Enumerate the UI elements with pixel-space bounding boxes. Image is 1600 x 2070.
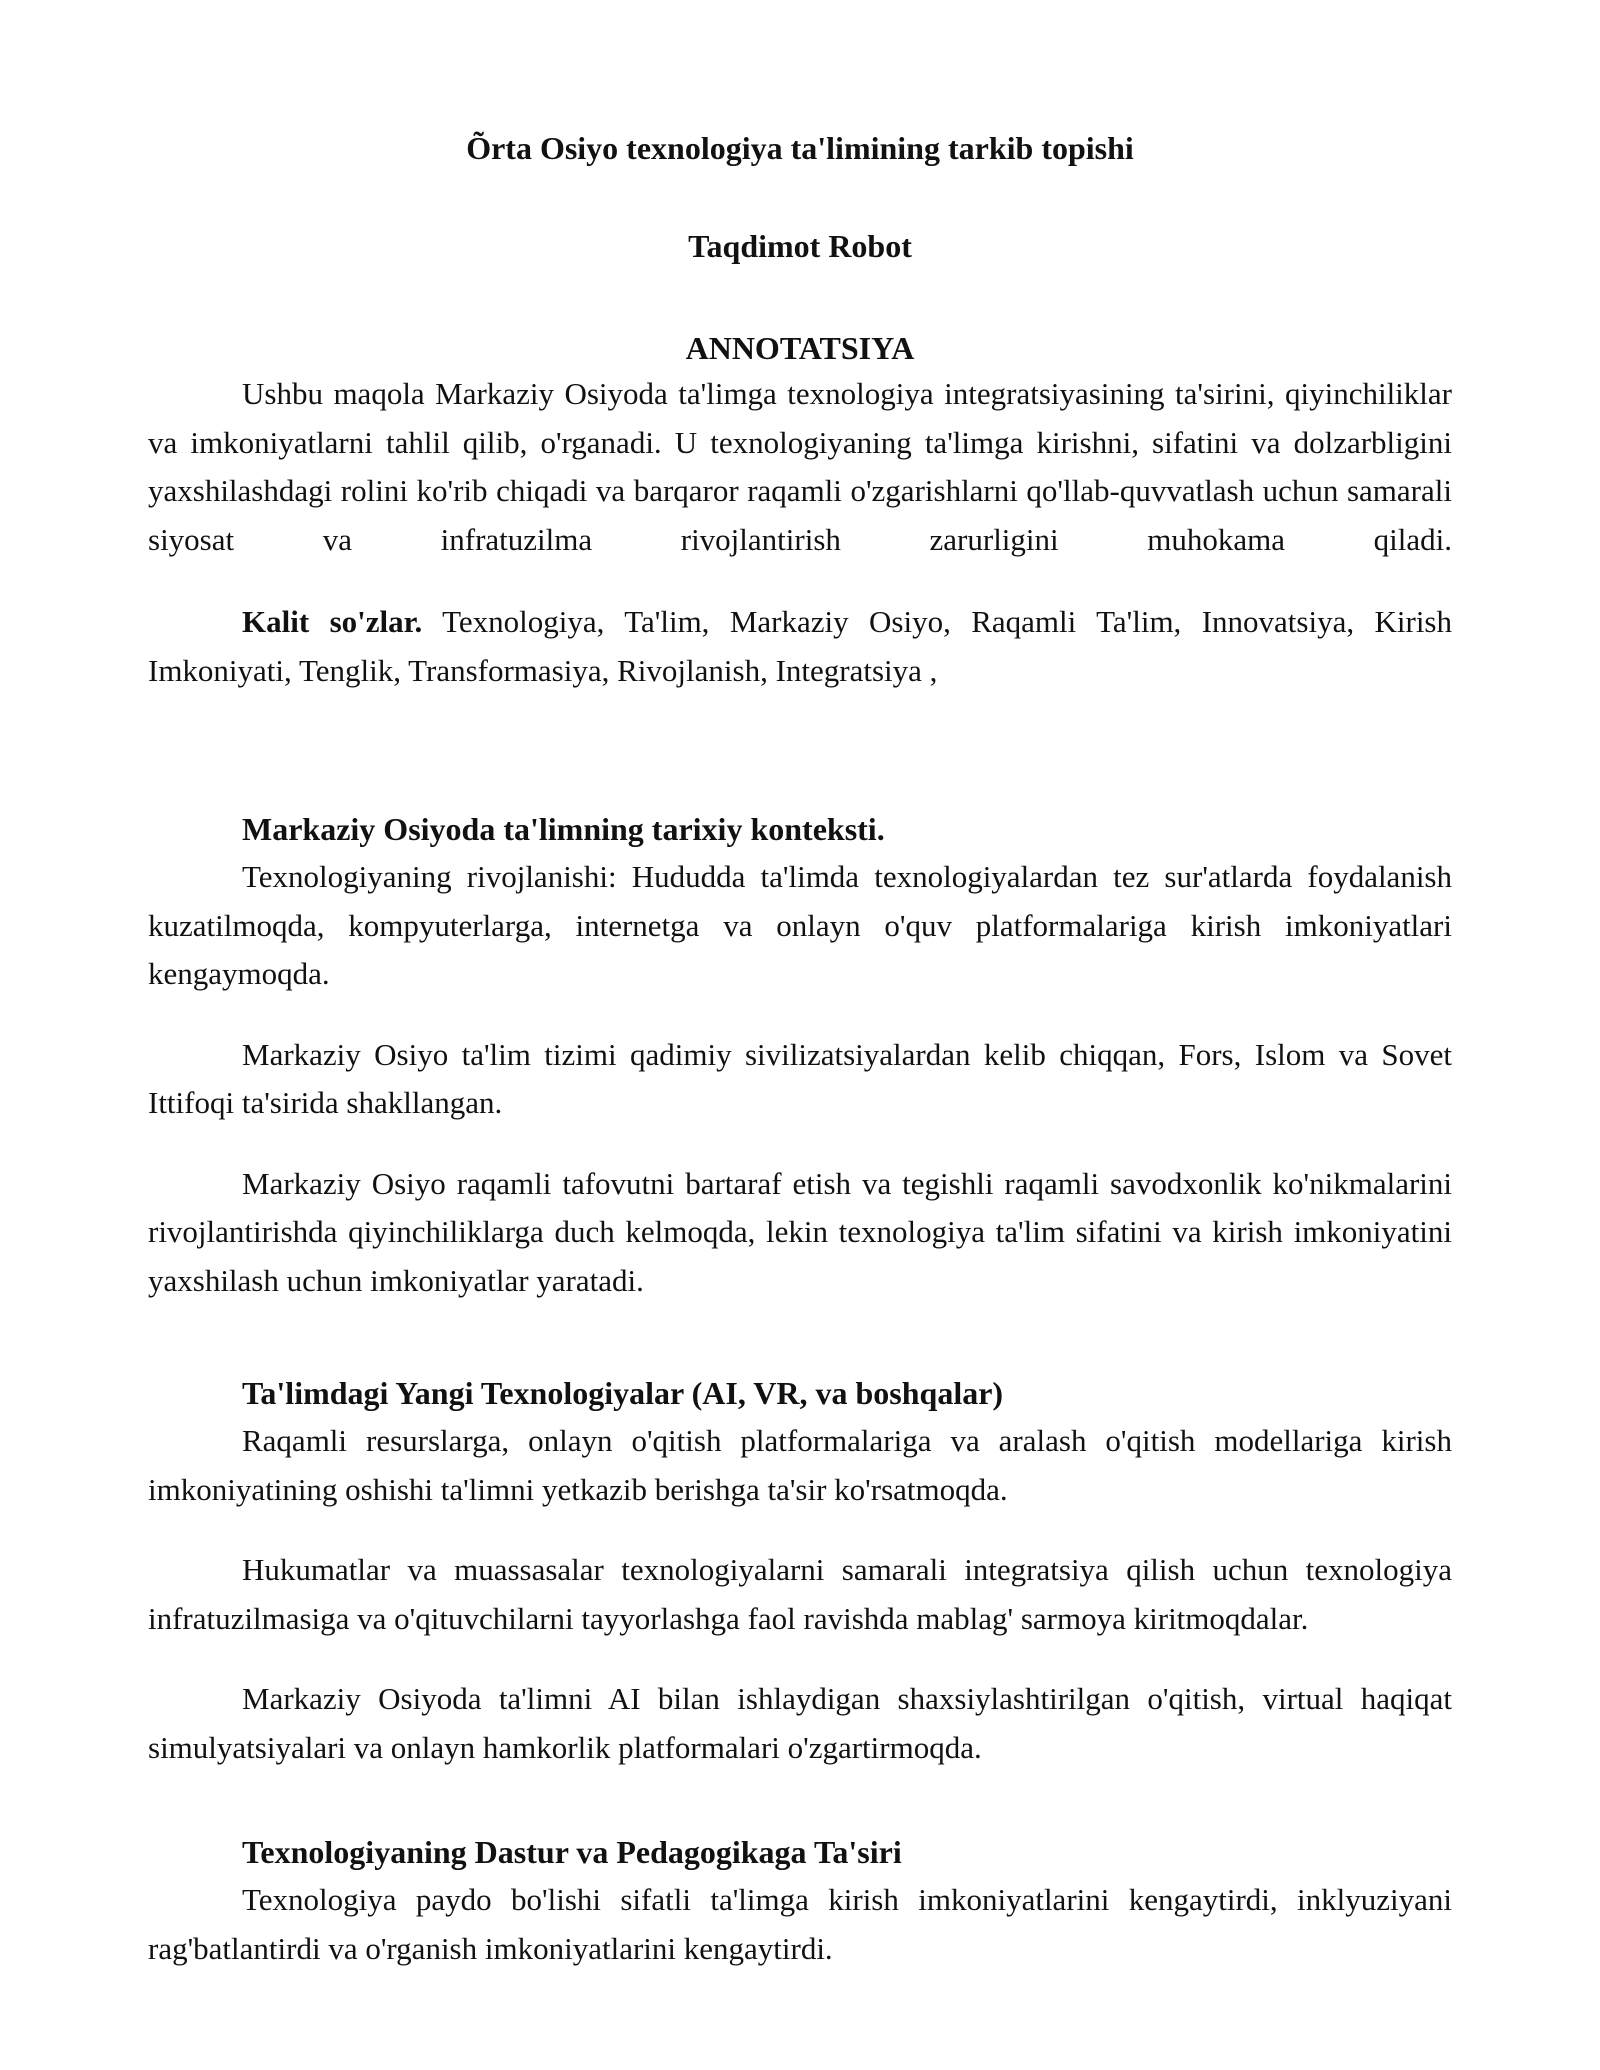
document-title: Õrta Osiyo texnologiya ta'limining tarkib topishi [466,130,1134,166]
keywords-list: Texnologiya, Ta'lim, Markaziy Osiyo, Raqamli Ta'lim, Innovatsiya, Kirish Imkoniyati, Tenglik, Transformasiya, Rivojlanish, Integratsiya , [148,604,1452,688]
document-page [148,128,1452,1973]
section-paragraph: Markaziy Osiyoda ta'limni AI bilan ishlaydigan shaxsiylashtirilgan o'qitish, virtual haqiqat simulyatsiyalari va onlayn hamkorlik platformalari o'zgartirmoqda. [148,1681,1452,1765]
annotation-heading: ANNOTATSIYA [685,330,915,366]
section-paragraph: Texnologiya paydo bo'lishi sifatli ta'limga kirish imkoniyatlarini kengaytirdi, inklyuziyani rag'batlantirdi va o'rganish imkoniyatlarini kengaytirdi. [148,1882,1452,1966]
keywords-paragraph [148,598,1452,695]
section-heading-new-technologies: Ta'limdagi Yangi Texnologiyalar (AI, VR, va boshqalar) [242,1375,1004,1411]
keywords-label: Kalit so'zlar. [242,604,423,639]
document-author: Taqdimot Robot [688,228,912,264]
annotation-paragraph: Ushbu maqola Markaziy Osiyoda ta'limga texnologiya integratsiyasining ta'sirini, qiyinchiliklar va imkoniyatlarni tahlil qilib, o'rganadi. U texnologiyaning ta'limga kirishni, sifatini va dolzarbligini yaxshilashdagi rolini ko'rib chiqadi va barqaror raqamli o'zgarishlarni qo'llab-quvvatlash uchun samarali siyosat va infratuzilma rivojlantirish zarurligini muhokama qiladi. [148,376,1452,557]
section-paragraph: Hukumatlar va muassasalar texnologiyalarni samarali integratsiya qilish uchun texnologiya infratuzilmasiga va o'qituvchilarni tayyorlashga faol ravishda mablag' sarmoya kiritmoqdalar. [148,1552,1452,1636]
section-heading-curriculum-pedagogy: Texnologiyaning Dastur va Pedagogikaga Ta'siri [242,1834,902,1870]
section-heading-historical-context: Markaziy Osiyoda ta'limning tarixiy konteksti. [242,811,885,847]
section-paragraph: Raqamli resurslarga, onlayn o'qitish platformalariga va aralash o'qitish modellariga kirish imkoniyatining oshishi ta'limni yetkazib berishga ta'sir ko'rsatmoqda. [148,1423,1452,1507]
section-paragraph: Texnologiyaning rivojlanishi: Hududda ta'limda texnologiyalardan tez sur'atlarda foydalanish kuzatilmoqda, kompyuterlarga, internetga va onlayn o'quv platformalariga kirish imkoniyatlari kengaymoqda. [148,859,1452,991]
section-paragraph: Markaziy Osiyo ta'lim tizimi qadimiy sivilizatsiyalardan kelib chiqqan, Fors, Islom va Sovet Ittifoqi ta'sirida shakllangan. [148,1036,1452,1120]
section-paragraph: Markaziy Osiyo raqamli tafovutni bartaraf etish va tegishli raqamli savodxonlik ko'nikmalarini rivojlantirishda qiyinchiliklarga duch kelmoqda, lekin texnologiya ta'lim sifatini va kirish imkoniyatini yaxshilash uchun imkoniyatlar yaratadi. [148,1165,1452,1298]
